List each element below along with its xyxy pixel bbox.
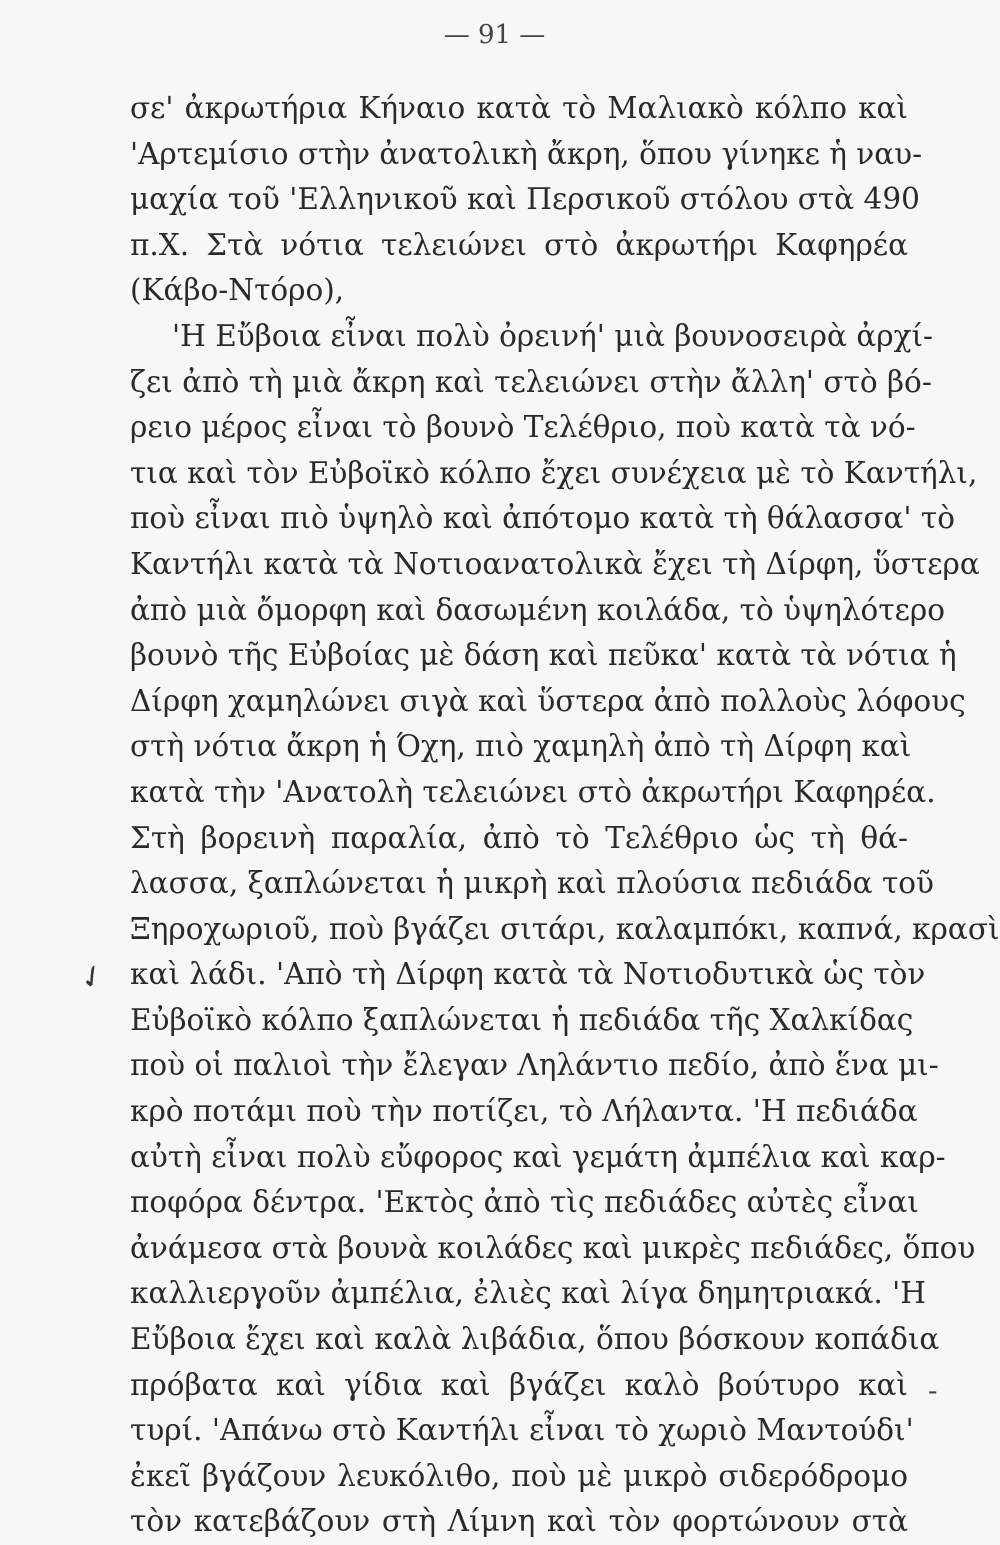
margin-check-mark: ✓ [72, 956, 113, 999]
line-end-dash: - [928, 1374, 938, 1407]
text-line: Καντήλι κατὰ τὰ Νοτιοανατολικὰ ἔχει τὴ Δίρφη, ὕστερα [130, 546, 980, 581]
text-line: Εὔβοια ἔχει καὶ καλὰ λιβάδια, ὅπου βόσκουν κοπάδια [130, 1322, 940, 1357]
text-line: τυρί. 'Απάνω στὸ Καντήλι εἶναι τὸ χωριὸ Μαντούδι' [130, 1413, 914, 1448]
text-line: στὴ νότια ἄκρη ἡ Όχη, πιὸ χαμηλὴ ἀπὸ τὴ Δίρφη καὶ [130, 729, 912, 764]
text-line: σε' ἀκρωτήρια Κήναιο κατὰ τὸ Μαλιακὸ κόλπο καὶ [130, 91, 908, 125]
text-line: ἀνάμεσα στὰ βουνὰ κοιλάδες καὶ μικρὲς πεδιάδες, ὅπου [130, 1230, 976, 1265]
text-line: ρειο μέρος εἶναι τὸ βουνὸ Τελέθριο, ποὺ κατὰ τὰ νό- [130, 410, 916, 445]
text-line: Ξηροχωριοῦ, ποὺ βγάζει σιτάρι, καλαμπόκι, καπνά, κρασὶ [130, 911, 1000, 946]
text-line: 'Αρτεμίσιο στὴν ἀνατολικὴ ἄκρη, ὅπου γίνηκε ἡ ναυ- [130, 136, 923, 171]
text-line: μαχία τοῦ 'Ελληνικοῦ καὶ Περσικοῦ στόλου στὰ 490 [130, 182, 920, 217]
text-line: Στὴ βορεινὴ παραλία, ἀπὸ τὸ Τελέθριο ὡς τὴ θά- [130, 820, 908, 855]
page-number: — 91 — [443, 20, 546, 50]
text-line: κατὰ τὴν 'Ανατολὴ τελειώνει στὸ ἀκρωτήρι Καφηρέα. [130, 774, 936, 809]
text-line: ποφόρα δέντρα. 'Εκτὸς ἀπὸ τὶς πεδιάδες αὐτὲς εἶναι [130, 1185, 919, 1220]
text-line: ἀπὸ μιὰ ὄμορφη καὶ δασωμένη κοιλάδα, τὸ ὑψηλότερο [130, 592, 946, 627]
text-line: (Κάβο-Ντόρο), [130, 273, 345, 308]
text-line: λασσα, ξαπλώνεται ἡ μικρὴ καὶ πλούσια πεδιάδα τοῦ [130, 866, 934, 901]
text-line: Δίρφη χαμηλώνει σιγὰ καὶ ὕστερα ἀπὸ πολλοὺς λόφους [130, 683, 966, 718]
paragraph-start-line: 'Η Εὔβοια εἶναι πολὺ ὀρεινή' μιὰ βουνοσειρὰ ἀρχί- [172, 318, 933, 353]
text-line: τὸν κατεβάζουν στὴ Λίμνη καὶ τὸν φορτώνουν στὰ [130, 1504, 908, 1539]
text-line: ζει ἀπὸ τὴ μιὰ ἄκρη καὶ τελειώνει στὴν ἄλλη' στὸ βό- [130, 364, 932, 399]
text-line: ποὺ εἶναι πιὸ ὑψηλὸ καὶ ἀπότομο κατὰ τὴ θάλασσα' τὸ [130, 501, 955, 536]
text-line: αὐτὴ εἶναι πολὺ εὔφορος καὶ γεμάτη ἀμπέλια καὶ καρ- [130, 1139, 946, 1174]
text-line: κρὸ ποτάμι ποὺ τὴν ποτίζει, τὸ Λήλαντα. 'Η πεδιάδα [130, 1094, 918, 1129]
text-line: Εὐβοϊκὸ κόλπο ξαπλώνεται ἡ πεδιάδα τῆς Χαλκίδας [130, 1002, 914, 1037]
text-line: καλλιεργοῦν ἀμπέλια, ἐλιὲς καὶ λίγα δημητριακά. 'Η [130, 1276, 926, 1311]
text-line: τια καὶ τὸν Εὐβοϊκὸ κόλπο ἔχει συνέχεια μὲ τὸ Καντήλι, [130, 455, 978, 490]
text-line: ἐκεῖ βγάζουν λευκόλιθο, ποὺ μὲ μικρὸ σιδερόδρομο [130, 1458, 908, 1493]
text-line: καὶ λάδι. 'Απὸ τὴ Δίρφη κατὰ τὰ Νοτιοδυτικὰ ὡς τὸν [130, 957, 926, 992]
text-line: ποὺ οἱ παλιοὶ τὴν ἔλεγαν Ληλάντιο πεδίο, ἀπὸ ἕνα μι- [130, 1048, 939, 1083]
text-line: πρόβατα καὶ γίδια καὶ βγάζει καλὸ βούτυρο καὶ [130, 1367, 908, 1402]
text-line: βουνὸ τῆς Εὐβοίας μὲ δάση καὶ πεῦκα' κατὰ τὰ νότια ἡ [130, 638, 957, 673]
text-line: π.Χ. Στὰ νότια τελειώνει στὸ ἀκρωτήρι Καφηρέα [130, 227, 908, 262]
body-text [130, 86, 1000, 1545]
